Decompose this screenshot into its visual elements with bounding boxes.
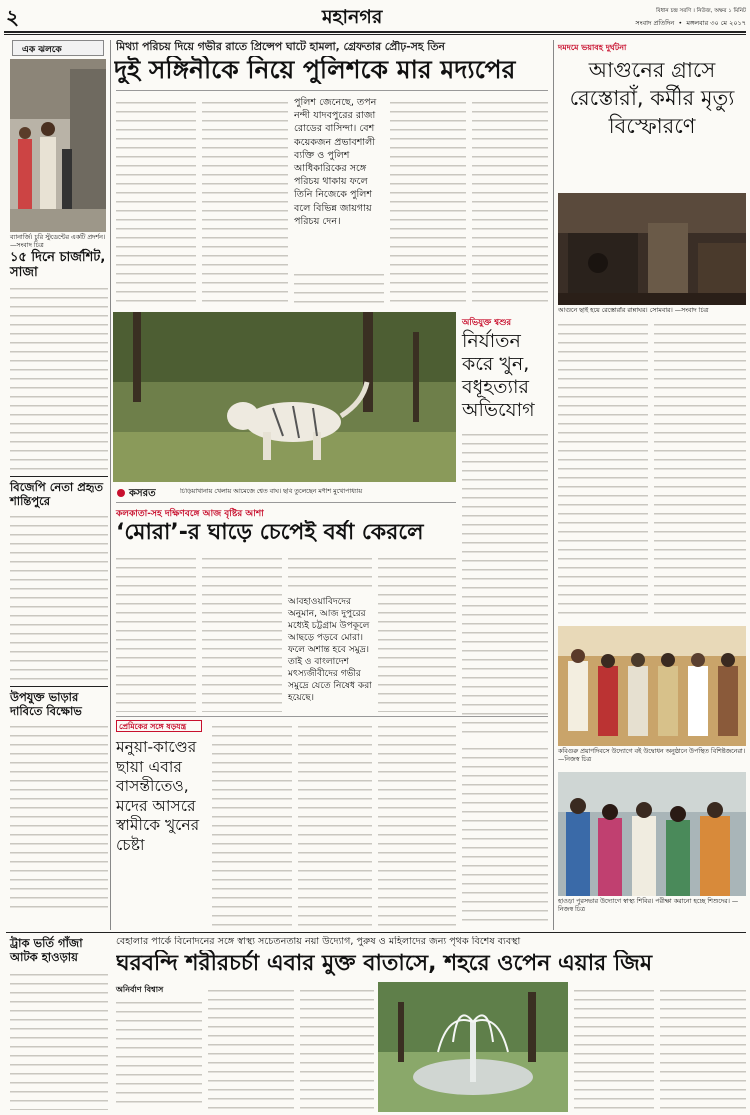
burnt-kitchen-image xyxy=(558,193,746,305)
torture-kicker: অভিযুক্ত শ্বশুর xyxy=(462,318,512,328)
column-separator xyxy=(110,40,111,930)
munia-headline: মনুয়া-কাণ্ডের ছায়া এবার বাসন্তীতেও, মদের আসরে স্বামীকে খুনের চেষ্টা xyxy=(116,738,200,854)
paper-name: সংবাদ প্রতিদিন xyxy=(635,19,675,27)
sidebar-story3-headline: উপযুক্ত ভাড়ার দাবিতে বিক্ষোভ xyxy=(10,690,82,718)
white-tiger-image xyxy=(113,312,456,482)
camp-photo xyxy=(558,772,746,896)
divider xyxy=(6,932,746,933)
gym-body-col5 xyxy=(660,984,746,1110)
column-separator xyxy=(553,40,554,930)
gym-body-col4 xyxy=(574,984,654,1110)
tiger-caption: চিড়িয়াখানায় খেলায় আমেজে শ্বেত বাঘ। ছবি তুলেছেন মণীশ মুখোপাধ্যায় xyxy=(180,488,363,495)
book-launch-image xyxy=(558,626,746,746)
sidebar-story2-body xyxy=(10,510,108,680)
torture-body xyxy=(462,428,548,738)
rain-kicker: কলকাতা-সহ দক্ষিণবঙ্গে আজ বৃষ্টির আশা xyxy=(116,509,264,519)
divider xyxy=(116,90,548,91)
lead-body-col1 xyxy=(116,96,196,308)
fire-body-col2 xyxy=(654,318,746,618)
gym-body-col1 xyxy=(116,996,202,1110)
tiger-photo xyxy=(113,312,456,482)
health-camp-image xyxy=(558,772,746,896)
rain-pullquote: আবহাওয়াবিদদের অনুমান, আজ দুপুরের মধ্যেই চট্টগ্রাম উপকূলে আছড়ে পড়বে মোরা। ফলে অশান্ত হবে সমুদ্র। তাই ও বাংলাদেশ মৎস্যজীবীদের গভীর সমুদ্রে যেতে নিষেধ করা হয়েছে। xyxy=(288,597,372,703)
sidebar-story2-headline: বিজেপি নেতা প্রহৃত শান্তিপুরে xyxy=(10,480,104,508)
torture-headline: নির্যাতন করে খুন, বধূহত্যার অভিযোগ xyxy=(462,330,535,421)
lead-body-col5 xyxy=(472,96,548,308)
rain-body-col1 xyxy=(116,552,196,712)
paper-info: বিধান চন্দ্র সরণি । নিউজ, অক্ষর ১ মিনিট xyxy=(656,8,746,14)
camp-caption: হাওড়া পুরসভার উদ্যোগে স্বাস্থ্য শিবির। পরীক্ষা করানো হচ্ছে শিশুদের। —নিজস্ব চিত্র xyxy=(558,898,739,913)
book-event-photo xyxy=(558,626,746,746)
munia-kicker: প্রেমিকের সঙ্গে ষড়যন্ত্র xyxy=(119,722,187,731)
divider xyxy=(116,502,456,503)
lead-kicker: মিথ্যা পরিচয় দিয়ে গভীর রাতে প্রিন্সেপ ঘাটে হামলা, গ্রেফতার প্রৌঢ়-সহ তিন xyxy=(116,40,445,53)
sidebar-photo xyxy=(10,59,106,232)
fire-body-col1 xyxy=(558,318,648,618)
section-title: মহানগর xyxy=(322,6,383,28)
sidebar-photo-caption: ব্যানার্জি। চুরি স্টুডেন্টের একটি প্রদর্শন। —সংবাদ চিত্র xyxy=(10,234,106,249)
gym-body-col2 xyxy=(208,984,294,1110)
gym-byline: অনির্বাণ বিশ্বাস xyxy=(116,985,164,994)
munia-body-col1 xyxy=(212,720,292,926)
fountain-park-image xyxy=(378,982,568,1112)
fire-kicker: দমদমে ভয়াবহ দুর্ঘটনা xyxy=(558,43,627,52)
tiger-label: কসরত xyxy=(129,488,156,499)
sidebar-story4-body xyxy=(10,968,108,1110)
rain-body-col3 xyxy=(288,552,372,592)
sidebar-tag-label: এক ঝলকে xyxy=(22,45,62,55)
gym-photo xyxy=(378,982,568,1112)
rain-body-col2 xyxy=(202,552,282,712)
lead-headline: দুই সঙ্গিনীকে নিয়ে পুলিশকে মার মদ্যপের xyxy=(114,56,516,84)
paper-date: সংবাদ প্রতিদিন • মঙ্গলবার ৩০ মে ২০১৭ xyxy=(635,19,746,27)
page-number: ২ xyxy=(6,5,20,29)
munia-body-col2 xyxy=(298,720,372,926)
rain-headline: ‘মোরা’-র ঘাড়ে চেপেই বর্ষা কেরলে xyxy=(116,520,424,545)
book-event-caption: কবিগুরু প্রয়াণদিবসে উদ্যোগে বই উদ্বোধন অনুষ্ঠানে উপস্থিত বিশিষ্টজনেরা। —নিজস্ব চিত্র xyxy=(558,748,745,763)
issue-date: মঙ্গলবার ৩০ মে ২০১৭ xyxy=(686,19,746,27)
sidebar-story1-headline: ১৫ দিনে চার্জশিট, সাজা xyxy=(10,250,106,280)
tiger-bullet xyxy=(117,489,125,497)
lead-body-col2 xyxy=(202,96,288,308)
divider xyxy=(116,716,548,717)
divider xyxy=(10,476,108,477)
sidebar-story3-body xyxy=(10,720,108,908)
street-scene-image xyxy=(10,59,106,232)
lead-pullquote: পুলিশ জেনেছে, তপন নন্দী যাদবপুরের রাজা রোডের বাসিন্দা। বেশ কয়েকজন প্রভাবশালী ব্যক্তি ও পুলিশ আধিকারিকের সঙ্গে পরিচয় থাকায় ফলে তিনি নিজেকে পুলিশ বলে বিভিন্ন জায়গায় পরিচয় দেন। xyxy=(294,97,377,227)
sidebar-story1-body xyxy=(10,282,108,472)
lead-body-col3 xyxy=(294,268,384,308)
lead-body-col4 xyxy=(390,96,466,308)
masthead-rule xyxy=(4,31,746,33)
fire-photo-caption: আগুনে ছাই হয়ে রেস্তোরাঁর রান্নাঘর। সোমবার। —সংবাদ চিত্র xyxy=(558,307,709,314)
munia-body-col3 xyxy=(378,720,456,926)
fire-headline: আগুনের গ্রাসে রেস্তোরাঁ, কর্মীর মৃত্যু বিস্ফোরণে xyxy=(569,58,735,138)
rain-body-col4 xyxy=(378,552,456,712)
gym-kicker: বেহালার পার্কে বিনোদনের সঙ্গে স্বাস্থ্য সচেতনতায় নয়া উদ্যোগ, পুরুষ ও মহিলাদের জন্য পৃথক বিশেষ ব্যবস্থা xyxy=(116,936,521,947)
gym-headline: ঘরবন্দি শরীরচর্চা এবার মুক্ত বাতাসে, শহরে ওপেন এয়ার জিম xyxy=(116,951,653,976)
gym-body-col3 xyxy=(300,984,374,1110)
sidebar-story4-headline: ট্রাক ভর্তি গাঁজা আটক হাওড়ায় xyxy=(10,936,83,964)
divider xyxy=(10,686,108,687)
masthead-rule-thin xyxy=(4,34,746,35)
fire-photo xyxy=(558,193,746,305)
munia-body-col4 xyxy=(462,742,548,926)
